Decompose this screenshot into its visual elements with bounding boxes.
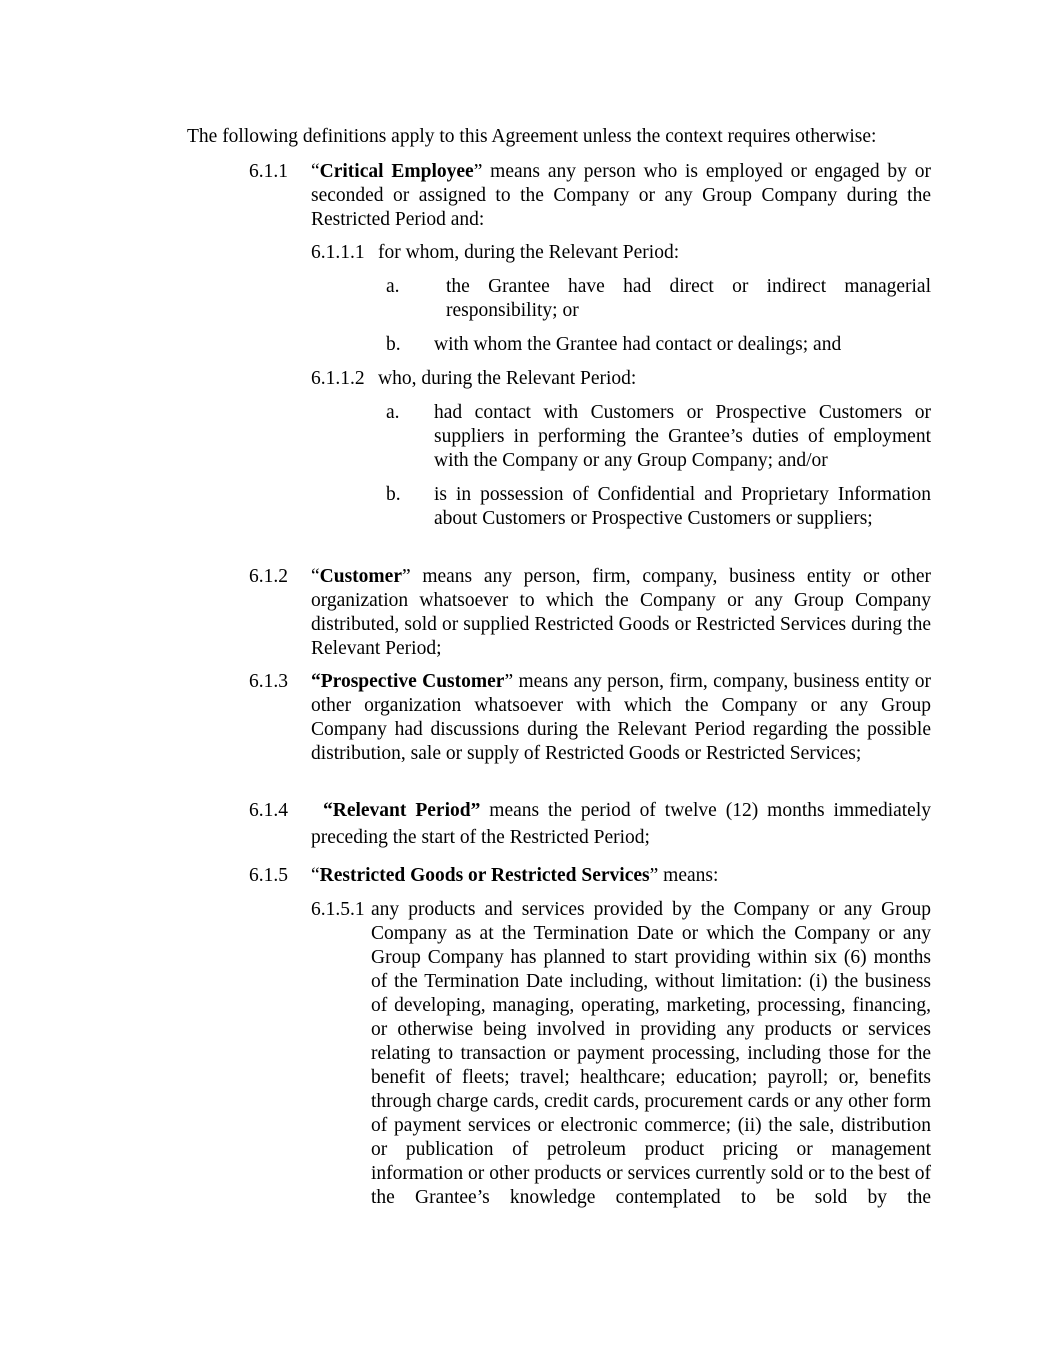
definition-text: ” means any person, firm, company, business entity or other organization whatsoever with which the Company or any Group Company had discussions during the Relevant Period regarding the possible distribution, sale or supply of Restricted Goods or Restricted Services; <box>311 671 931 764</box>
quote-open: “ <box>311 566 320 587</box>
item-number-b: b. <box>386 484 401 505</box>
item-number-a: a. <box>386 402 400 423</box>
section-number-6-1-5-1: 6.1.5.1 <box>311 899 365 920</box>
item-number-a: a. <box>386 276 400 297</box>
term-restricted-goods: Restricted Goods or Restricted Services <box>319 865 650 886</box>
definition-prospective-customer <box>311 670 931 766</box>
term-relevant-period: “Relevant Period” <box>323 800 481 821</box>
section-number-6-1-1: 6.1.1 <box>249 161 288 182</box>
item-text: is in possession of Confidential and Proprietary Information about Customers or Prospective Customers or suppliers; <box>434 484 931 529</box>
quote-open: “ <box>311 865 320 886</box>
subsection-text: for whom, during the Relevant Period: <box>378 242 680 263</box>
term-critical-employee: Critical Employee <box>319 161 474 182</box>
section-number-6-1-1-1: 6.1.1.1 <box>311 242 365 263</box>
quote-open: “ <box>311 161 320 182</box>
item-text: the Grantee have had direct or indirect managerial responsibility; or <box>446 276 931 321</box>
item-text: had contact with Customers or Prospective Customers or suppliers in performing the Grantee’s duties of employment with the Company or any Group Company; and/or <box>434 402 931 471</box>
item-number-b: b. <box>386 334 401 355</box>
definition-critical-employee <box>311 160 931 232</box>
term-prospective-customer: “Prospective Customer <box>311 671 505 692</box>
section-number-6-1-5: 6.1.5 <box>249 865 288 886</box>
intro-text: The following definitions apply to this Agreement unless the context requires otherwise: <box>187 126 877 147</box>
subsection-text: who, during the Relevant Period: <box>378 368 637 389</box>
definition-restricted-goods <box>311 864 718 888</box>
definition-text: ” means any person, firm, company, business entity or other organization whatsoever to which the Company or any Group Company distributed, sold or supplied Restricted Goods or Restricted Services during the Relevant Period; <box>311 566 931 659</box>
definition-text: ” means any person who is employed or engaged by or seconded or assigned to the Company or any Group Company during the Restricted Period and: <box>311 161 931 230</box>
subsection-text: Company as at the Termination Date or which the Company or any Group Company has planned to start providing within six (6) months of the Termination Date including, without limitation: (i) the business of developing, managing, operating, marketing, processing, financing, or otherwise being involved in providing any products or services relating to transaction or payment processing, including those for the benefit of fleets; travel; healthcare; education; payroll; or, benefits through charge cards, credit cards, procurement cards or any other form of payment services or electronic commerce; (ii) the sale, distribution or publication of petroleum product pricing or management information or other products or services currently sold or to the best of the Grantee’s knowledge contemplated to be sold by the <box>371 923 931 1208</box>
definition-continuation: preceding the start of the Restricted Period; <box>311 827 650 848</box>
definition-text: ” means: <box>649 865 719 886</box>
section-number-6-1-3: 6.1.3 <box>249 671 288 692</box>
definition-customer <box>311 565 931 661</box>
definition-relevant-period <box>323 799 931 823</box>
term-customer: Customer <box>319 566 402 587</box>
item-text: with whom the Grantee had contact or dealings; and <box>434 334 842 355</box>
definition-text: means the period of twelve (12) months immediately <box>480 800 932 821</box>
section-number-6-1-4: 6.1.4 <box>249 800 288 821</box>
subsection-first-line: any products and services provided by the Company or any Group <box>371 899 931 920</box>
section-number-6-1-2: 6.1.2 <box>249 566 288 587</box>
section-number-6-1-1-2: 6.1.1.2 <box>311 368 365 389</box>
